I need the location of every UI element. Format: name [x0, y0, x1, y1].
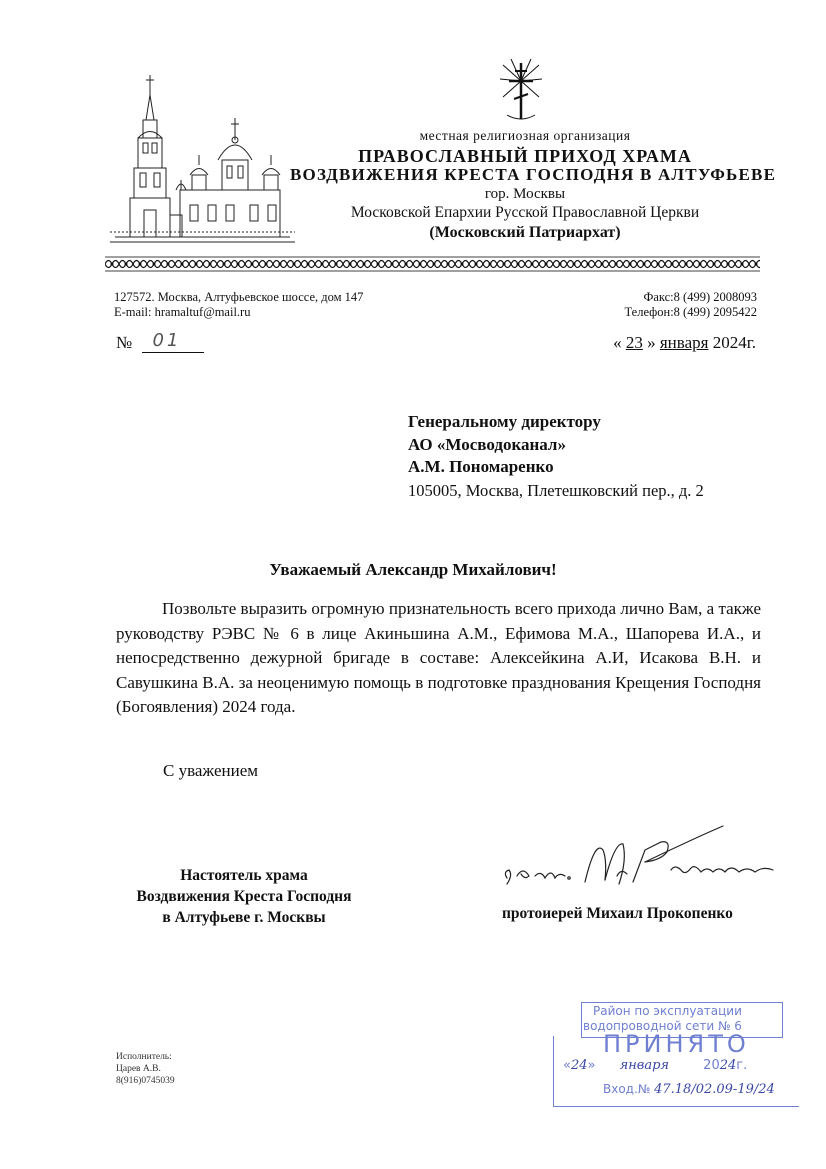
addressee-position: Генеральному директору — [408, 412, 601, 431]
signatory-title-line2: Воздвижения Креста Господня — [136, 888, 352, 905]
executor-label: Исполнитель: — [116, 1052, 172, 1062]
stamp-date-month: января — [619, 1058, 670, 1073]
letter-body: Позвольте выразить огромную признательность всего прихода лично Вам, а также руководству РЭВС № 6 в лице Акиньшина А.М., Ефимова М.А., Шапорева И.А., и непосредственно дежурной бригаде в составе: Алексейкина А.И, Исакова В.Н. и Савушкина В.А. за неоценимую помощь в подготовке празднования Крещения Господня (Богоявления) 2024 года. — [116, 599, 761, 716]
letter-number-value: 01 — [152, 330, 182, 351]
stamp-date: «24» января 2024г. — [563, 1058, 748, 1073]
stamp-year-prefix: 20 — [703, 1058, 720, 1073]
incoming-registration-stamp — [553, 1000, 803, 1110]
org-phone: Телефон:8 (499) 2095422 — [624, 305, 757, 319]
org-address: 127572. Москва, Алтуфьевское шоссе, дом 147 — [114, 290, 364, 304]
stamp-date-year: 24 — [719, 1058, 737, 1073]
church-illustration — [110, 70, 295, 245]
org-phone-block — [625, 290, 757, 320]
org-contact-block — [114, 290, 363, 320]
signatory-title-line3: в Алтуфьеве г. Москвы — [162, 909, 326, 926]
executor-name: Царев А.В. — [116, 1064, 161, 1074]
stamp-accepted: ПРИНЯТО — [603, 1030, 750, 1058]
stamp-year-end: г. — [736, 1058, 748, 1073]
stamp-date-day: 24 — [570, 1058, 588, 1073]
header-city: гор. Москвы — [484, 186, 566, 202]
header-church-name: ВОЗДВИЖЕНИЯ КРЕСТА ГОСПОДНЯ В АЛТУФЬЕВЕ — [290, 165, 777, 184]
ornament-divider — [105, 255, 760, 273]
executor-block — [116, 1051, 175, 1087]
header-org-type: местная религиозная организация — [419, 128, 631, 143]
date-quote-open: « — [613, 333, 622, 352]
letter-number — [116, 330, 204, 353]
signatory-title-line1: Настоятель храма — [180, 867, 308, 884]
org-email: E-mail: hramaltuf@mail.ru — [114, 305, 251, 319]
stamp-incoming-value: 47.18/02.09-19/24 — [654, 1082, 775, 1097]
letter-number-field — [142, 330, 204, 353]
stamp-incoming-number — [603, 1082, 775, 1097]
addressee-company: АО «Мосводоканал» — [408, 434, 566, 454]
closing: С уважением — [163, 761, 259, 780]
handwritten-signature — [495, 820, 785, 900]
salutation: Уважаемый Александр Михайлович! — [269, 560, 557, 579]
orthodox-cross-icon — [497, 57, 545, 125]
addressee-block — [408, 411, 601, 479]
letter-date — [613, 333, 756, 353]
date-day: 23 — [625, 333, 643, 352]
org-fax: Факс:8 (499) 2008093 — [643, 290, 757, 304]
signatory-title — [103, 865, 385, 928]
date-quote-close: » — [647, 333, 656, 352]
header-patriarchate: (Московский Патриархат) — [429, 224, 621, 241]
addressee-address: 105005, Москва, Плетешковский пер., д. 2 — [408, 481, 704, 500]
addressee-name: А.М. Пономаренко — [408, 457, 554, 476]
date-month: января — [659, 333, 709, 352]
stamp-org-line1: Район по эксплуатации — [593, 1004, 742, 1018]
header-org-name: ПРАВОСЛАВНЫЙ ПРИХОД ХРАМА — [358, 146, 692, 166]
stamp-incoming-label: Вход.№ — [603, 1082, 651, 1096]
header-eparchy: Московской Епархии Русской Православной Церкви — [350, 204, 700, 221]
stamp-org-line2: водопроводной сети № 6 — [583, 1019, 742, 1033]
signatory-name: протоиерей Михаил Прокопенко — [502, 905, 733, 922]
executor-phone: 8(916)0745039 — [116, 1076, 175, 1086]
letter-number-label: № — [116, 333, 133, 352]
date-year: 2024г. — [712, 333, 756, 352]
